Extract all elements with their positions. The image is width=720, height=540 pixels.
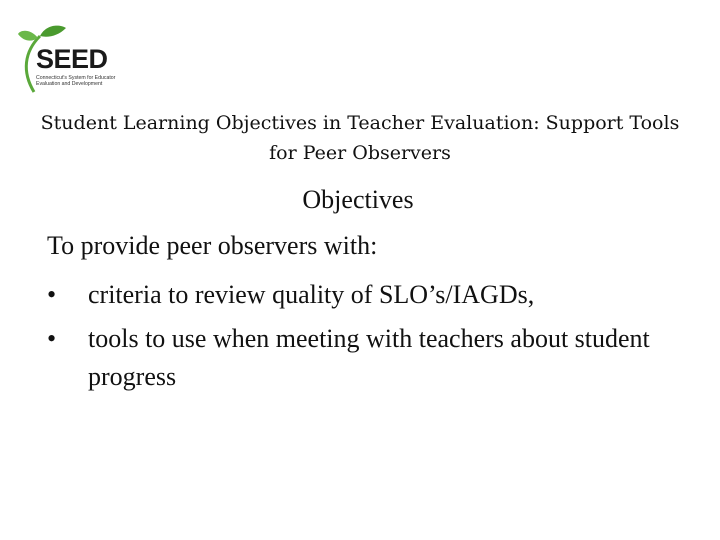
objectives-heading: Objectives (302, 185, 414, 214)
bullet-marker: • (47, 280, 57, 309)
slide-title: Student Learning Objectives in Teacher Evaluation: Support Tools for Peer Observers (40, 112, 680, 164)
logo-subtitle: Connecticut's System for Educator Evaluation and Development (36, 75, 116, 87)
bullet-item (47, 320, 687, 396)
bullet-list (47, 276, 687, 402)
logo-wordmark: SEED (36, 44, 108, 74)
bullet-text: criteria to review quality of SLO’s/IAGDs, (88, 280, 535, 309)
bullet-text: tools to use when meeting with teachers about student progress (88, 324, 650, 391)
seed-logo (16, 22, 126, 94)
bullet-marker: • (47, 324, 57, 353)
intro-text: To provide peer observers with: (47, 231, 378, 260)
bullet-item (47, 276, 687, 314)
